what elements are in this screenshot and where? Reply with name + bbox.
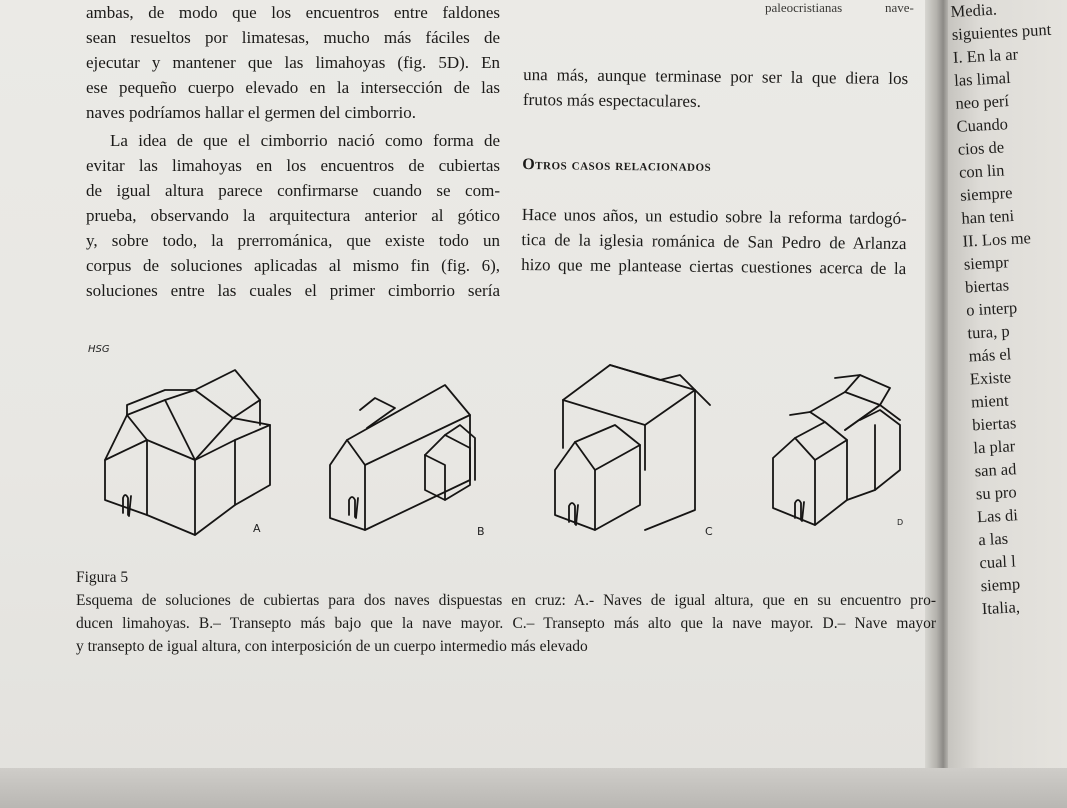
- facing-line: las limal: [953, 67, 1012, 90]
- signature: HSG: [88, 344, 110, 355]
- facing-line: II. Los me: [962, 228, 1032, 251]
- right-text-column: [521, 0, 909, 281]
- drawing-c: [555, 365, 710, 530]
- text-line: Hace unos años, un estudio sobre la reforma tardogó-: [521, 204, 907, 229]
- paragraph: [86, 128, 500, 303]
- text-line: de igual altura parece confirmarse cuando se com-: [86, 181, 500, 200]
- section-heading: Otros casos relacionados: [522, 155, 712, 175]
- facing-line: Las di: [976, 505, 1019, 527]
- facing-line: biertas: [971, 413, 1017, 435]
- drawing-d: [773, 375, 900, 525]
- caption-line: y transepto de igual altura, con interposición de un cuerpo intermedio más elevado: [76, 638, 588, 655]
- caption-line: Esquema de soluciones de cubiertas para dos naves dispuestas en cruz: A.- Naves de igual altura, que en su encuentro pro-: [76, 592, 936, 609]
- caption-line: ducen limahoyas. B.– Transepto más bajo que la nave mayor. C.– Transepto más alto que la nave mayor. D.– Nave mayor: [76, 615, 936, 632]
- text-line: tica de la iglesia románica de San Pedro de Arlanza: [521, 229, 907, 254]
- facing-line: Cuando: [956, 114, 1009, 136]
- facing-line: cios de: [957, 137, 1005, 159]
- facing-line: con lin: [958, 160, 1005, 182]
- text-line: ese pequeño cuerpo elevado en la intersección de las: [86, 78, 500, 97]
- facing-line: la plar: [972, 436, 1016, 458]
- text-line: ejecutar y mantener que las limahoyas (fig. 5D). En: [86, 53, 500, 72]
- running-header-right: nave-: [885, 0, 914, 15]
- left-text-column: [86, 0, 500, 303]
- figure-caption: [76, 566, 936, 658]
- panel-label-b: B: [477, 525, 485, 538]
- text-line: hizo que me plantease ciertas cuestiones acerca de la: [521, 254, 907, 279]
- facing-line: han teni: [960, 205, 1015, 228]
- panel-label-d: D: [897, 518, 904, 527]
- table-surface: [0, 768, 1067, 808]
- drawing-b: [330, 385, 475, 530]
- facing-line: su pro: [975, 482, 1018, 504]
- roof-schemes-svg: [85, 330, 935, 560]
- text-line: soluciones entre las cuales el primer cimborrio sería: [86, 281, 500, 300]
- text-line: evitar las limahoyas en los encuentros de cubiertas: [86, 156, 500, 175]
- panel-label-c: C: [705, 525, 713, 538]
- text-line: La idea de que el cimborrio nació como forma de: [110, 131, 500, 150]
- caption-title: Figura 5: [76, 569, 129, 586]
- text-line: y, sobre todo, la prerrománica, que existe todo un: [86, 231, 500, 250]
- facing-line: biertas: [964, 275, 1010, 297]
- text-line: prueba, observando la arquitectura anterior al gótico: [86, 206, 500, 225]
- text-line: frutos más espectaculares.: [522, 89, 702, 111]
- text-line: naves podríamos hallar el germen del cimborrio.: [86, 103, 416, 122]
- facing-line: mient: [970, 390, 1010, 412]
- facing-line: Existe: [969, 367, 1012, 389]
- facing-line: Media.: [950, 0, 998, 21]
- text-line: sean resueltos por limatesas, mucho más fáciles de: [86, 28, 500, 47]
- facing-line: cual l: [978, 551, 1017, 573]
- facing-line: san ad: [974, 459, 1017, 481]
- facing-line: o interp: [965, 297, 1018, 320]
- facing-line: siemp: [980, 574, 1021, 596]
- facing-line: siempre: [959, 183, 1013, 205]
- paragraph: [523, 62, 909, 116]
- paragraph: [86, 0, 500, 125]
- drawing-a: [105, 370, 270, 535]
- text-line: corpus de soluciones aplicadas al mismo fin (fig. 6),: [86, 256, 500, 275]
- paragraph: [521, 202, 907, 281]
- facing-line: siguientes punt: [951, 19, 1052, 44]
- facing-line: I. En la ar: [952, 44, 1019, 67]
- text-line: una más, aunque terminase por ser la que diera los: [523, 64, 909, 89]
- facing-line: a las: [977, 528, 1009, 550]
- running-header-left: paleocristianas: [765, 0, 843, 15]
- facing-line: neo perí: [954, 91, 1010, 113]
- figure-5-drawings: [85, 330, 935, 560]
- facing-line: Italia,: [981, 597, 1021, 619]
- text-line: ambas, de modo que los encuentros entre faldones: [86, 3, 500, 22]
- facing-line: más el: [968, 344, 1012, 366]
- panel-label-a: A: [253, 522, 261, 535]
- facing-line: siempr: [963, 252, 1010, 274]
- facing-line: tura, p: [966, 321, 1011, 343]
